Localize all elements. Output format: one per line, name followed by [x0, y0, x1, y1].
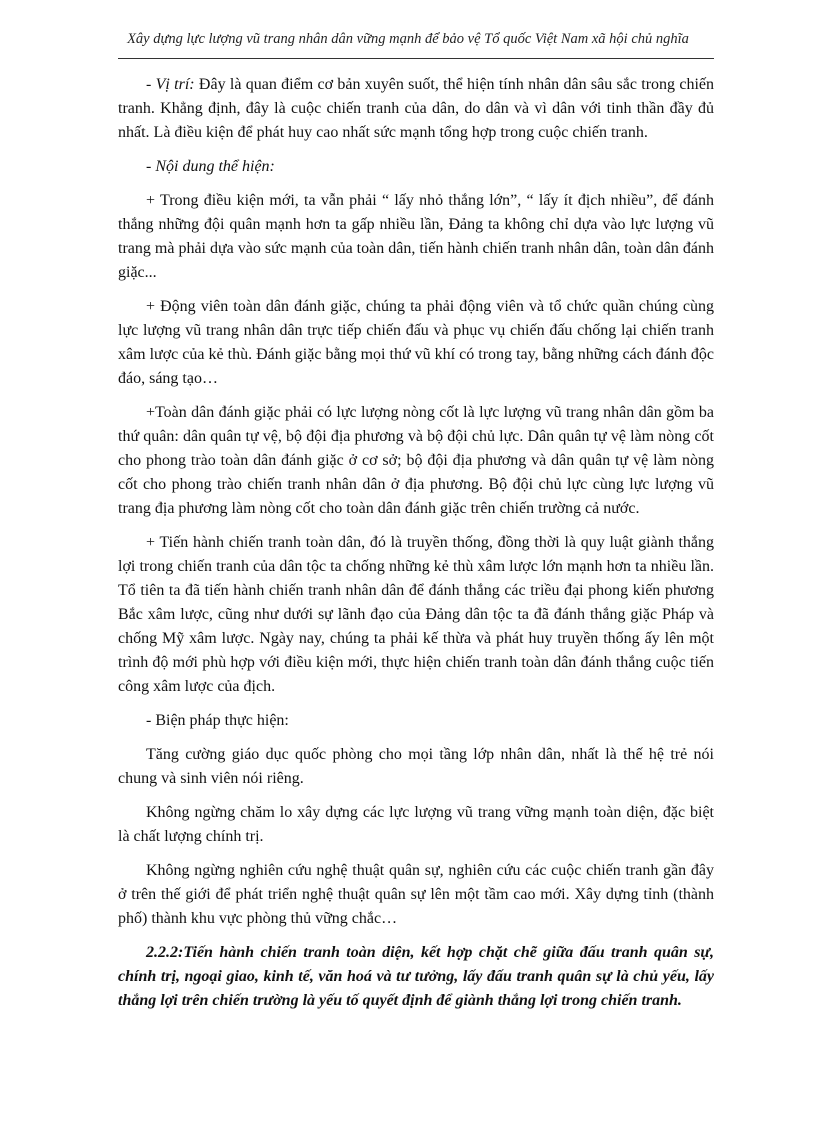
paragraph-content-heading — [118, 155, 714, 179]
paragraph-position — [118, 73, 714, 145]
document-body — [118, 73, 714, 1013]
paragraph-item-4: + Tiến hành chiến tranh toàn dân, đó là truyền thống, đồng thời là quy luật giành thắng lợi trong chiến tranh của dân tộc ta chống những kẻ thù xâm lược lớn mạnh hơn ta nhiều lần. Tổ tiên ta đã tiến hành chiến tranh nhân dân để đánh thắng các triều đại phong kiến phương Bắc xâm lược, cũng như dưới sự lãnh đạo của Đảng dân tộc ta đã đánh thắng giặc Pháp và chống Mỹ xâm lược. Ngày nay, chúng ta phải kế thừa và phát huy truyền thống ấy lên một trình độ mới phù hợp với điều kiện mới, thực hiện chiến tranh toàn dân đánh thắng cuộc tiến công xâm lược của địch. — [118, 534, 714, 695]
paragraph-lead: - Vị trí: — [146, 76, 195, 93]
paragraph-text: Đây là quan điểm cơ bản xuyên suốt, thể hiện tính nhân dân sâu sắc trong chiến tranh. Khẳng định, đây là cuộc chiến tranh của dân, do dân và vì dân với tinh thần đầy đủ nhất. Là điều kiện để phát huy cao nhất sức mạnh tổng hợp trong cuộc chiến tranh. — [118, 76, 714, 141]
header-divider — [118, 58, 714, 59]
paragraph-measure-1: Tăng cường giáo dục quốc phòng cho mọi tầng lớp nhân dân, nhất là thế hệ trẻ nói chung và sinh viên nói riêng. — [118, 746, 714, 787]
section-heading: 2.2.2:Tiến hành chiến tranh toàn diện, kết hợp chặt chẽ giữa đấu tranh quân sự, chính trị, ngoại giao, kinh tế, văn hoá và tư tưởng, lấy đấu tranh quân sự là chủ yếu, lấy thắng lợi trên chiến trường là yếu tố quyết định để giành thắng lợi trong chiến tranh. — [118, 944, 714, 1009]
running-header: Xây dựng lực lượng vũ trang nhân dân vững mạnh để bảo vệ Tổ quốc Việt Nam xã hội chủ nghĩa — [127, 31, 689, 47]
paragraph-item-2: + Động viên toàn dân đánh giặc, chúng ta phải động viên và tổ chức quần chúng cùng lực lượng vũ trang nhân dân trực tiếp chiến đấu và phục vụ chiến đấu chống lại chiến tranh xâm lược của kẻ thù. Đánh giặc bằng mọi thứ vũ khí có trong tay, bằng những cách đánh độc đáo, sáng tạo… — [118, 298, 714, 387]
paragraph-measure-3: Không ngừng nghiên cứu nghệ thuật quân sự, nghiên cứu các cuộc chiến tranh gần đây ở trên thế giới để phát triển nghệ thuật quân sự lên một tầm cao mới. Xây dựng tỉnh (thành phố) thành khu vực phòng thủ vững chắc… — [118, 862, 714, 927]
paragraph-lead: - Nội dung thể hiện: — [146, 158, 275, 175]
paragraph-measure-2: Không ngừng chăm lo xây dựng các lực lượng vũ trang vững mạnh toàn diện, đặc biệt là chất lượng chính trị. — [118, 804, 714, 845]
paragraph-item-1: + Trong điều kiện mới, ta vẫn phải “ lấy nhỏ thắng lớn”, “ lấy ít địch nhiều”, để đánh thắng những đội quân mạnh hơn ta gấp nhiều lần, Đảng ta không chỉ dựa vào lực lượng vũ trang mà phải dựa vào sức mạnh của toàn dân, tiến hành chiến tranh nhân dân, toàn dân đánh giặc... — [118, 192, 714, 281]
paragraph-measures-heading: - Biện pháp thực hiện: — [146, 712, 289, 729]
paragraph-item-3: +Toàn dân đánh giặc phải có lực lượng nòng cốt là lực lượng vũ trang nhân dân gồm ba thứ quân: dân quân tự vệ, bộ đội địa phương và bộ đội chủ lực. Dân quân tự vệ làm nòng cốt cho phong trào toàn dân đánh giặc ở cơ sở; bộ đội địa phương và dân quân tự vệ làm nòng cốt cho phong trào chiến tranh nhân dân ở địa phương. Bộ đội chủ lực cùng lực lượng vũ trang địa phương làm nòng cốt cho toàn dân đánh giặc trên chiến trường cả nước. — [118, 404, 714, 517]
